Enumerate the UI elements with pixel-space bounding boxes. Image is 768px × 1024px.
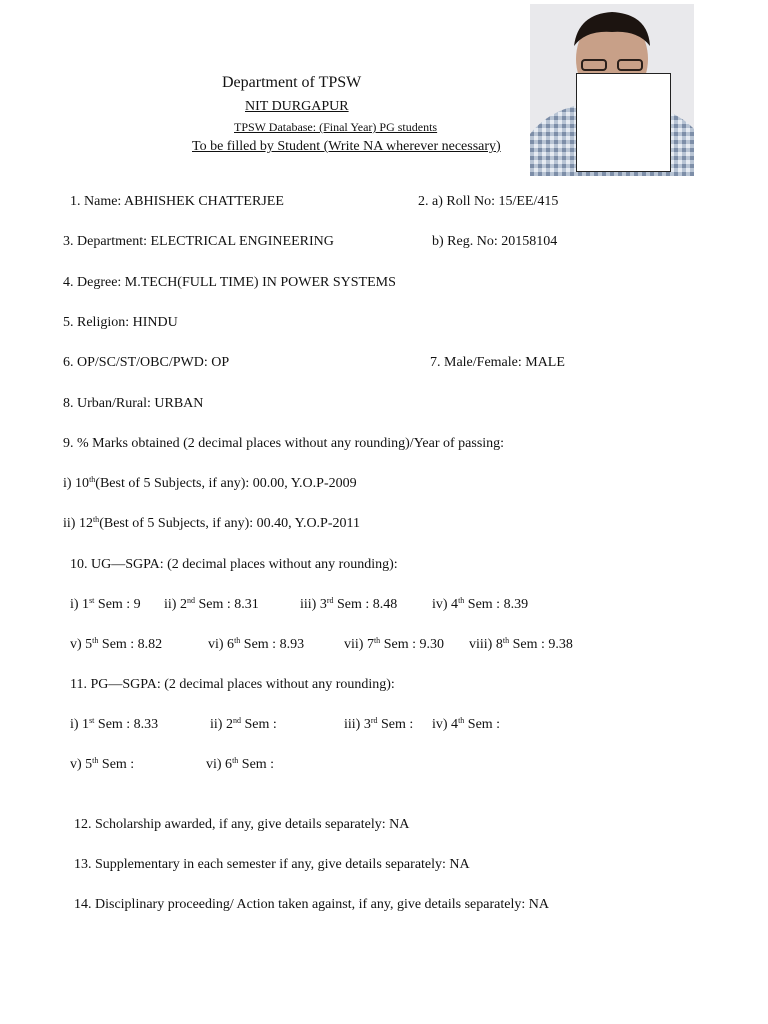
ug-sem-4-pre: iv) 4 (432, 597, 459, 612)
field-degree: 4. Degree: M.TECH(FULL TIME) IN POWER SYSTEMS (63, 275, 396, 290)
ug-sem-1-sup: st (89, 596, 95, 605)
pg-sem-5-pre: v) 5 (70, 757, 93, 772)
pg-sem-4-pre: iv) 4 (432, 717, 459, 732)
ug-sem-8-post: Sem : 9.38 (509, 637, 573, 652)
ug-sem-1-post: Sem : 9 (94, 597, 141, 612)
fill-instruction: To be filled by Student (Write NA wherever necessary) (192, 139, 501, 154)
field-disciplinary: 14. Disciplinary proceeding/ Action taken against, if any, give details separately: NA (74, 897, 549, 912)
ug-sem-8 (469, 637, 573, 653)
ug-sem-5-sup: th (92, 636, 99, 645)
field-department: 3. Department: ELECTRICAL ENGINEERING (63, 234, 334, 249)
marks-tenth-sup: th (89, 475, 96, 484)
field-gender: 7. Male/Female: MALE (430, 355, 565, 370)
field-category: 6. OP/SC/ST/OBC/PWD: OP (63, 355, 230, 370)
ug-sem-7 (344, 637, 444, 653)
pg-sem-6 (206, 757, 274, 773)
institute-name: NIT DURGAPUR (245, 99, 349, 114)
pg-sem-2 (210, 717, 277, 733)
ug-sem-7-post: Sem : 9.30 (380, 637, 444, 652)
field-reg-no: b) Reg. No: 20158104 (432, 234, 558, 249)
pg-sem-1-post: Sem : 8.33 (94, 717, 159, 732)
field-urban-rural: 8. Urban/Rural: URBAN (63, 396, 204, 411)
database-subtitle: TPSW Database: (Final Year) PG students (234, 120, 438, 134)
student-photo (530, 4, 694, 176)
pg-sem-5 (70, 757, 134, 773)
ug-sem-3-sup: rd (326, 596, 334, 605)
ug-sem-1-pre: i) 1 (70, 597, 90, 612)
pg-sem-4-sup: th (458, 716, 465, 725)
field-supplementary: 13. Supplementary in each semester if any, give details separately: NA (74, 857, 470, 872)
pg-sem-5-post: Sem : (98, 757, 135, 772)
ug-sem-7-sup: th (373, 636, 381, 645)
ug-sem-5 (70, 637, 162, 653)
pg-sem-2-pre: ii) 2 (210, 717, 233, 732)
marks-twelfth-rest: (Best of 5 Subjects, if any): 00.40, Y.O.P-2011 (99, 516, 360, 531)
ug-sem-4-sup: th (458, 596, 465, 605)
ug-sgpa-heading: 10. UG—SGPA: (2 decimal places without any rounding): (70, 557, 398, 572)
pg-sem-2-post: Sem : (240, 717, 277, 732)
pg-sem-1-pre: i) 1 (70, 717, 90, 732)
ug-sem-2-sup: nd (186, 596, 195, 605)
pg-sem-6-post: Sem : (238, 757, 275, 772)
marks-twelfth-sup: th (92, 515, 100, 524)
pg-sem-4 (432, 717, 500, 733)
field-scholarship: 12. Scholarship awarded, if any, give details separately: NA (74, 817, 410, 832)
ug-sem-6 (208, 637, 304, 653)
pg-sem-6-sup: th (232, 756, 239, 765)
ug-sem-2-pre: ii) 2 (164, 597, 187, 612)
pg-sgpa-heading: 11. PG—SGPA: (2 decimal places without any rounding): (70, 677, 395, 692)
ug-sem-4-post: Sem : 8.39 (464, 597, 529, 612)
ug-sem-5-post: Sem : 8.82 (98, 637, 163, 652)
photo-redaction-box (576, 73, 671, 172)
ug-sem-3-post: Sem : 8.48 (333, 597, 398, 612)
ug-sem-2-post: Sem : 8.31 (194, 597, 259, 612)
marks-tenth (63, 476, 357, 492)
marks-twelfth (63, 516, 360, 532)
pg-sem-2-sup: nd (232, 716, 241, 725)
ug-sem-3 (300, 597, 397, 613)
department-title: Department of TPSW (222, 74, 362, 91)
pg-sem-3-pre: iii) 3 (344, 717, 371, 732)
ug-sem-8-sup: th (502, 636, 510, 645)
field-name: 1. Name: ABHISHEK CHATTERJEE (70, 194, 284, 209)
pg-sem-1 (70, 717, 158, 733)
marks-twelfth-prefix: ii) 12 (63, 516, 93, 531)
pg-sem-3-post: Sem : (377, 717, 414, 732)
pg-sem-3-sup: rd (370, 716, 378, 725)
ug-sem-4 (432, 597, 528, 613)
marks-tenth-rest: (Best of 5 Subjects, if any): 00.00, Y.O.P-2009 (95, 476, 357, 491)
ug-sem-8-pre: viii) 8 (469, 637, 503, 652)
ug-sem-1 (70, 597, 141, 613)
ug-sem-5-pre: v) 5 (70, 637, 93, 652)
pg-sem-3 (344, 717, 413, 733)
pg-sem-1-sup: st (89, 716, 95, 725)
pg-sem-4-post: Sem : (464, 717, 501, 732)
pg-sem-6-pre: vi) 6 (206, 757, 233, 772)
ug-sem-2 (164, 597, 259, 613)
ug-sem-7-pre: vii) 7 (344, 637, 374, 652)
pg-sem-5-sup: th (92, 756, 99, 765)
field-religion: 5. Religion: HINDU (63, 315, 178, 330)
marks-heading: 9. % Marks obtained (2 decimal places without any rounding)/Year of passing: (63, 436, 505, 451)
marks-tenth-prefix: i) 10 (63, 476, 90, 491)
ug-sem-6-pre: vi) 6 (208, 637, 235, 652)
ug-sem-6-post: Sem : 8.93 (240, 637, 305, 652)
ug-sem-3-pre: iii) 3 (300, 597, 327, 612)
field-roll-no: 2. a) Roll No: 15/EE/415 (418, 194, 559, 209)
ug-sem-6-sup: th (234, 636, 241, 645)
